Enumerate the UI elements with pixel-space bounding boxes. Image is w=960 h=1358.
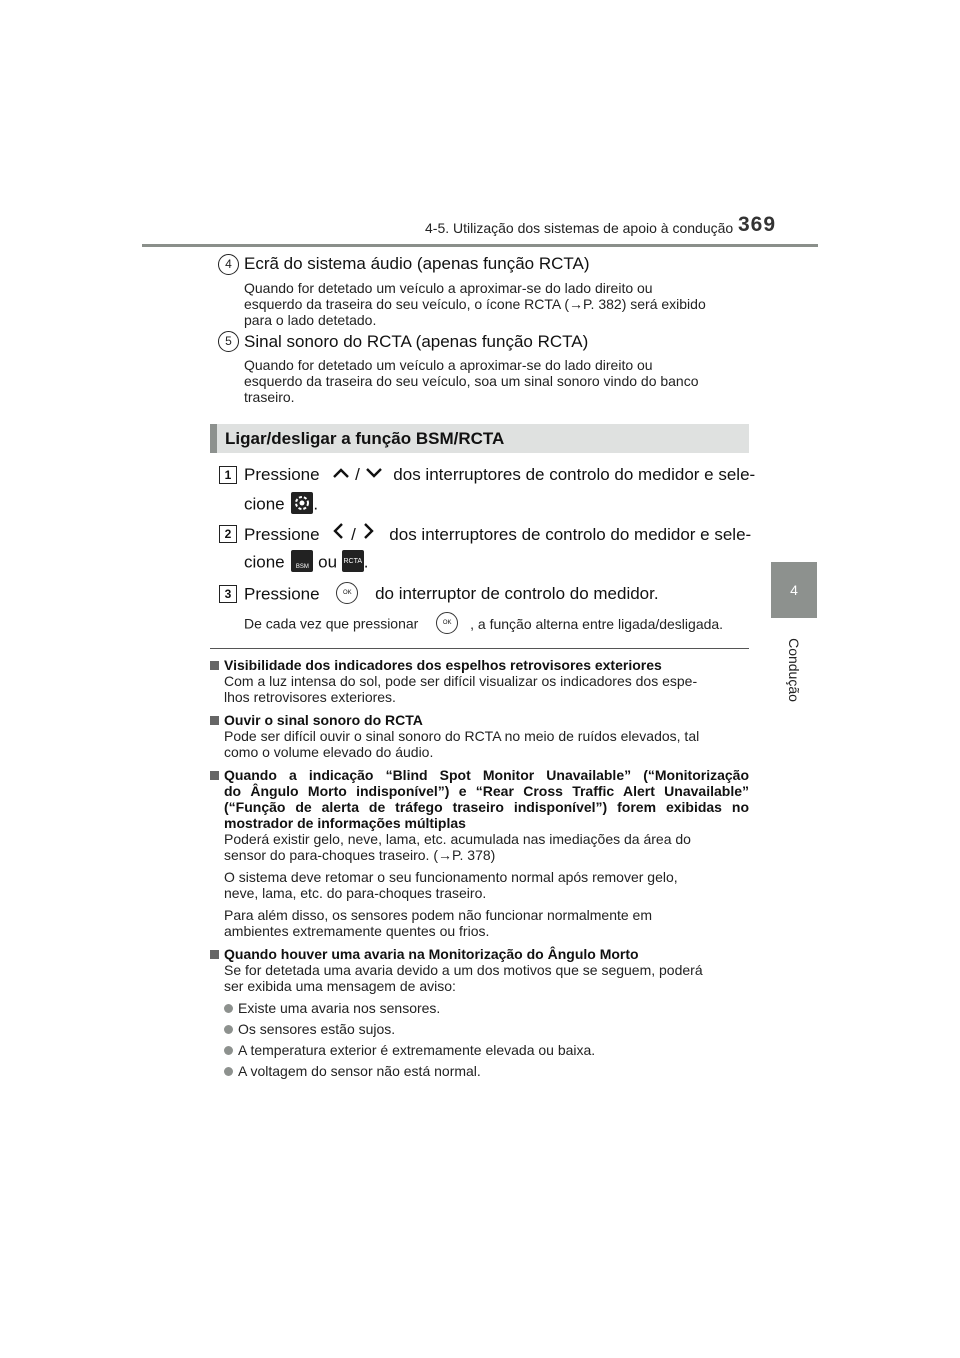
bullet-text: Existe uma avaria nos sensores. xyxy=(238,1000,441,1016)
running-header: 4-5. Utilização dos sistemas de apoio à condução xyxy=(425,220,734,236)
bullet-item xyxy=(224,1021,749,1037)
note-paragraph xyxy=(224,831,749,863)
chevron-down-icon xyxy=(365,464,383,484)
bullet-item xyxy=(224,1042,749,1058)
note-heading-text: Visibilidade dos indicadores dos espelhos retrovisores exteriores xyxy=(224,657,662,673)
header-rule xyxy=(142,244,818,247)
step-text: . xyxy=(313,494,319,514)
step-1-line-1 xyxy=(244,465,755,486)
square-bullet-icon xyxy=(210,661,219,670)
text-line: Quando for detetado um veículo a aproximar-se do lado direito ou xyxy=(244,357,653,373)
step-2-line-1 xyxy=(244,524,751,547)
item-number: 4 xyxy=(218,254,239,275)
section-accent xyxy=(210,424,217,453)
text-line: Para além disso, os sensores podem não funcionar normalmente em xyxy=(224,907,652,923)
bullet-dot-icon xyxy=(224,1025,233,1034)
note-text: De cada vez que pressionar xyxy=(244,615,419,632)
text-line: Pode ser difícil ouvir o sinal sonoro do RCTA no meio de ruídos elevados, tal xyxy=(224,728,700,744)
step-text: dos interruptores de controlo do medidor e sele- xyxy=(393,465,756,484)
item-title: Ecrã do sistema áudio (apenas função RCTA) xyxy=(244,254,590,273)
notes-section xyxy=(210,657,749,1079)
note-heading xyxy=(210,767,749,831)
note-text: , a função alterna entre ligada/desligada. xyxy=(470,615,724,632)
item-description xyxy=(244,280,748,328)
note-paragraph xyxy=(224,962,749,994)
text-line: Poderá existir gelo, neve, lama, etc. acumulada nas imediações da área do xyxy=(224,831,691,847)
text-line: Com a luz intensa do sol, pode ser difícil visualizar os indicadores dos espe- xyxy=(224,673,698,689)
chapter-label-text: Condução xyxy=(786,638,802,702)
text-line: ambientes extremamente quentes ou frios. xyxy=(224,923,490,939)
section-heading-bar xyxy=(210,424,749,453)
step-separator: / xyxy=(355,465,360,484)
bullet-item xyxy=(224,1000,749,1016)
chevron-left-icon xyxy=(332,522,346,545)
rcta-icon-label: RCTA xyxy=(343,558,363,565)
step-number: 2 xyxy=(219,525,237,543)
note-heading xyxy=(210,946,749,962)
note-paragraph xyxy=(224,869,749,901)
step-text: Pressione xyxy=(244,524,320,544)
bullet-dot-icon xyxy=(224,1067,233,1076)
text-line: lhos retrovisores exteriores. xyxy=(224,689,396,705)
note-paragraph xyxy=(224,907,749,939)
heading-line: mostrador de informações múltiplas xyxy=(224,815,466,831)
note-heading-text: Ouvir o sinal sonoro do RCTA xyxy=(224,712,423,728)
bullet-text: Os sensores estão sujos. xyxy=(238,1021,396,1037)
bsm-icon xyxy=(291,550,313,572)
item-title: Sinal sonoro do RCTA (apenas função RCTA) xyxy=(244,332,589,351)
square-bullet-icon xyxy=(210,716,219,725)
bullet-dot-icon xyxy=(224,1046,233,1055)
text-line: sensor do para-choques traseiro. (→P. 378) xyxy=(224,847,496,863)
chevron-up-icon xyxy=(332,464,350,484)
note-paragraph xyxy=(224,673,749,705)
chapter-tab: 4 xyxy=(771,562,817,618)
section-title: Ligar/desligar a função BSM/RCTA xyxy=(225,429,505,448)
section-divider xyxy=(210,648,749,649)
text-line: O sistema deve retomar o seu funcionamento normal após remover gelo, xyxy=(224,869,678,885)
square-bullet-icon xyxy=(210,950,219,959)
step-text: Pressione xyxy=(244,465,320,484)
step-number: 3 xyxy=(219,585,237,603)
ok-button-icon: OK xyxy=(436,612,458,634)
bsm-icon-label: BSM xyxy=(295,564,309,570)
heading-line: Quando a indicação “Blind Spot Monitor Unavailable” (“Monitorização xyxy=(224,767,749,783)
text-line: neve, lama, etc. do para-choques traseiro. xyxy=(224,885,487,901)
note-heading xyxy=(210,657,749,673)
text-line: traseiro. xyxy=(244,389,295,405)
step-2-line-2 xyxy=(244,552,369,574)
bullet-item xyxy=(224,1063,749,1079)
text-line: como o volume elevado do áudio. xyxy=(224,744,434,760)
heading-line: (“Função de alerta de tráfego traseiro indisponível”) forem exibidas no xyxy=(224,799,749,815)
bullet-text: A temperatura exterior é extremamente elevada ou baixa. xyxy=(238,1042,596,1058)
text-line: ser exibida uma mensagem de aviso: xyxy=(224,978,456,994)
step-3-line xyxy=(244,584,659,606)
heading-line: do Ângulo Morto indisponível”) e “Rear Cross Traffic Alert Unavailable” xyxy=(224,783,749,799)
step-text: ou xyxy=(318,552,338,572)
step-separator: / xyxy=(351,524,356,544)
chevron-right-icon xyxy=(361,522,375,545)
gear-icon xyxy=(291,492,313,514)
bullet-dot-icon xyxy=(224,1004,233,1013)
text-line: esquerdo da traseira do seu veículo, o ícone RCTA (→P. 382) será exibido xyxy=(244,296,706,312)
step-number: 1 xyxy=(219,466,237,484)
step-text: cione xyxy=(244,552,285,572)
step-text: do interruptor de controlo do medidor. xyxy=(375,584,659,604)
bullet-text: A voltagem do sensor não está normal. xyxy=(238,1063,481,1079)
step-note xyxy=(244,614,723,636)
rcta-icon xyxy=(342,550,364,572)
step-text: dos interruptores de controlo do medidor e sele- xyxy=(389,524,752,544)
step-1-line-2 xyxy=(244,494,318,516)
text-line: para o lado detetado. xyxy=(244,312,377,328)
square-bullet-icon xyxy=(210,771,219,780)
item-number: 5 xyxy=(218,331,239,352)
text-line: Se for detetada uma avaria devido a um dos motivos que se seguem, poderá xyxy=(224,962,703,978)
step-text: Pressione xyxy=(244,584,320,604)
chapter-label xyxy=(776,630,812,710)
ok-button-icon: OK xyxy=(336,582,358,604)
step-text: . xyxy=(363,552,369,572)
item-description xyxy=(244,357,748,405)
text-line: Quando for detetado um veículo a aproximar-se do lado direito ou xyxy=(244,280,653,296)
note-heading xyxy=(210,712,749,728)
note-heading-text: Quando houver uma avaria na Monitorização do Ângulo Morto xyxy=(224,946,639,962)
step-text: cione xyxy=(244,494,285,514)
note-paragraph xyxy=(224,728,749,760)
page-number: 369 xyxy=(738,213,777,236)
text-line: esquerdo da traseira do seu veículo, soa um sinal sonoro vindo do banco xyxy=(244,373,699,389)
